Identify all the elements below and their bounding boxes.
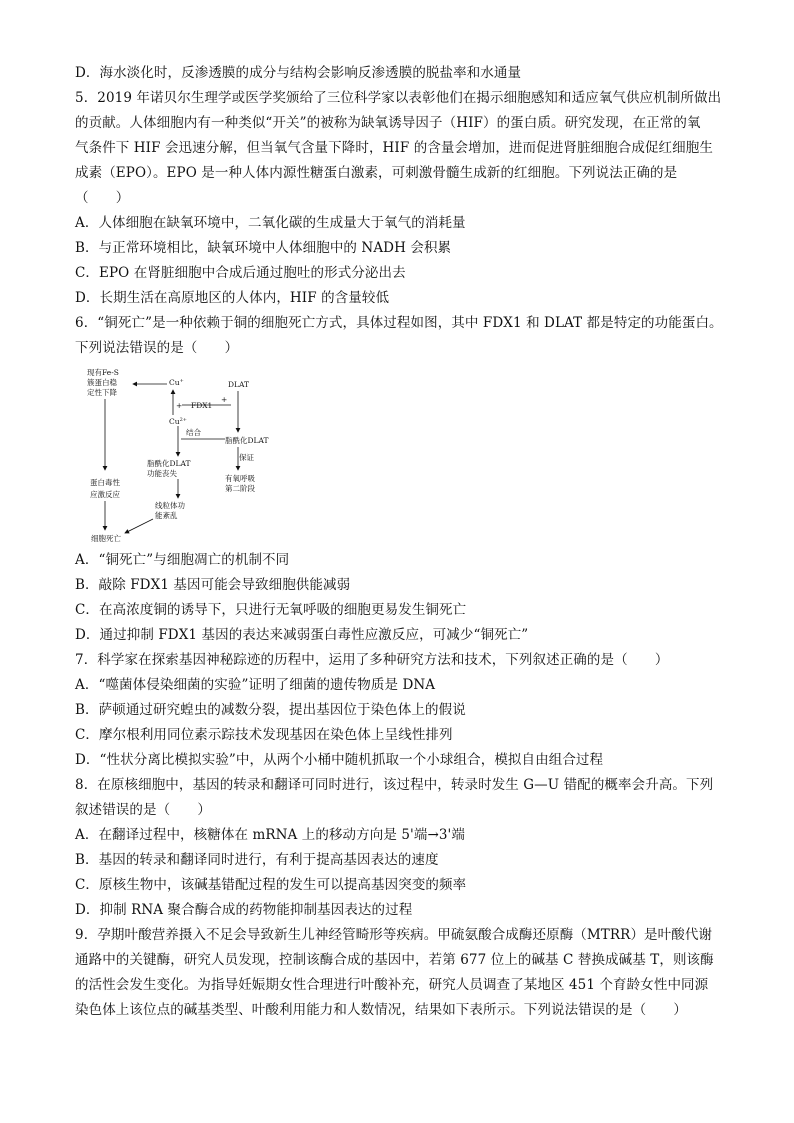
plus-left: + [176, 401, 183, 410]
q8-stem-line2: 叙述错误的是（ ） [75, 802, 211, 818]
cell-death-label: 细胞死亡 [91, 534, 121, 543]
q7-option-c: C．摩尔根利用同位素示踪技术发现基因在染色体上呈线性排列 [75, 727, 453, 743]
aerobic-label-1: 有氧呼吸 [225, 474, 255, 483]
q9-stem-line4: 染色体上该位点的碱基类型、叶酸利用能力和人数情况，结果如下表所示。下列说法错误的是（ ） [75, 1002, 687, 1018]
dlat-label: DLAT [228, 380, 250, 389]
q9-stem-line2: 通路中的关键酶，研究人员发现，控制该酶合成的基因中，若第 677 位上的碱基 C 替换成碱基 T，则该酶 [75, 952, 714, 968]
cu-plus-label: Cu+ [169, 378, 184, 387]
q6-option-b: B．敲除 FDX1 基因可能会导致细胞供能减弱 [75, 577, 351, 593]
q5-option-d: D．长期生活在高原地区的人体内，HIF 的含量较低 [75, 290, 390, 306]
cu2-label: $Cu^{2+}$ [169, 417, 187, 426]
q8-stem-line1: 8．在原核细胞中，基因的转录和翻译可同时进行，该过程中，转录时发生 G—U 错配的概率会升高。下列 [75, 777, 714, 793]
lipo-loss-label-1: 脂酰化DLAT [147, 459, 191, 468]
q5-answer-bracket: （ ） [75, 190, 130, 206]
bind-label: 结合 [186, 428, 201, 437]
q5-option-b: B．与正常环境相比，缺氧环境中人体细胞中的 NADH 会积累 [75, 240, 452, 256]
fes-label-2: 簇蛋白稳 [87, 378, 117, 387]
fes-label-1: 现有Fe-S [87, 368, 119, 377]
q5-stem-line2: 的贡献。人体细胞内有一种类似“开关”的被称为缺氧诱导因子（HIF）的蛋白质。研究发现，在正常的氧 [75, 115, 701, 131]
mito-label-1: 线粒体功 [155, 501, 185, 510]
diagram-svg [85, 367, 285, 545]
aerobic-label-2: 第二阶段 [225, 484, 255, 493]
q5-stem-line1: 5．2019 年诺贝尔生理学或医学奖颁给了三位科学家以表彰他们在揭示细胞感知和适应氧气供应机制所做出 [75, 90, 722, 106]
stress-label-1: 蛋白毒性 [90, 478, 120, 487]
q5-stem-line4: 成素（EPO）。EPO 是一种人体内源性糖蛋白激素，可刺激骨髓生成新的红细胞。下列说法正确的是 [75, 165, 678, 181]
q8-option-c: C．原核生物中，该碱基错配过程的发生可以提高基因突变的频率 [75, 877, 467, 893]
q7-option-b: B．萨顿通过研究蝗虫的减数分裂，提出基因位于染色体上的假说 [75, 702, 466, 718]
q7-stem: 7．科学家在探索基因神秘踪迹的历程中，运用了多种研究方法和技术，下列叙述正确的是（ ） [75, 652, 669, 668]
q8-option-d: D．抑制 RNA 聚合酶合成的药物能抑制基因表达的过程 [75, 902, 413, 918]
cuproptosis-diagram [85, 367, 285, 545]
q6-option-a: A．“铜死亡”与细胞凋亡的机制不同 [75, 552, 290, 568]
stress-label-2: 应激反应 [90, 490, 120, 499]
q9-stem-line3: 的活性会发生变化。为指导妊娠期女性合理进行叶酸补充，研究人员调查了某地区 451 个育龄女性中同源 [75, 977, 709, 993]
q7-option-a: A．“噬菌体侵染细菌的实验”证明了细菌的遗传物质是 DNA [75, 677, 436, 693]
q6-stem-line1: 6．“铜死亡”是一种依赖于铜的细胞死亡方式，具体过程如图，其中 FDX1 和 DLAT 都是特定的功能蛋白。 [75, 315, 723, 331]
lipo-loss-label-2: 功能丧失 [147, 469, 177, 478]
plus-right: + [221, 395, 228, 404]
q7-option-d: D．“性状分离比模拟实验”中，从两个小桶中随机抓取一个小球组合，模拟自由组合过程 [75, 752, 604, 768]
q6-stem-line2: 下列说法错误的是（ ） [75, 340, 239, 356]
ensure-label: 保证 [239, 453, 254, 462]
lipo-dlat-label: 脂酰化DLAT [225, 436, 269, 445]
fes-label-3: 定性下降 [87, 388, 117, 397]
q8-option-a: A．在翻译过程中，核糖体在 mRNA 上的移动方向是 5'端→3'端 [75, 827, 465, 843]
arrow-mito-to-death [125, 519, 153, 533]
q6-option-c: C．在高浓度铜的诱导下，只进行无氧呼吸的细胞更易发生铜死亡 [75, 602, 467, 618]
q5-option-c: C．EPO 在肾脏细胞中合成后通过胞吐的形式分泌出去 [75, 265, 406, 281]
q8-option-b: B．基因的转录和翻译同时进行，有利于提高基因表达的速度 [75, 852, 439, 868]
q5-stem-line3: 气条件下 HIF 会迅速分解，但当氧气含量下降时，HIF 的含量会增加，进而促进肾脏细胞合成促红细胞生 [75, 140, 713, 156]
q4-option-d: D．海水淡化时，反渗透膜的成分与结构会影响反渗透膜的脱盐率和水通量 [75, 65, 522, 81]
q5-option-a: A．人体细胞在缺氧环境中，二氧化碳的生成量大于氧气的消耗量 [75, 215, 466, 231]
mito-label-2: 能紊乱 [155, 511, 178, 520]
fdx1-label: FDX1 [191, 401, 213, 410]
q6-option-d: D．通过抑制 FDX1 基因的表达来减弱蛋白毒性应激反应，可减少“铜死亡” [75, 627, 529, 643]
q9-stem-line1: 9．孕期叶酸营养摄入不足会导致新生儿神经管畸形等疾病。甲硫氨酸合成酶还原酶（MTRR）是叶酸代谢 [75, 927, 713, 943]
